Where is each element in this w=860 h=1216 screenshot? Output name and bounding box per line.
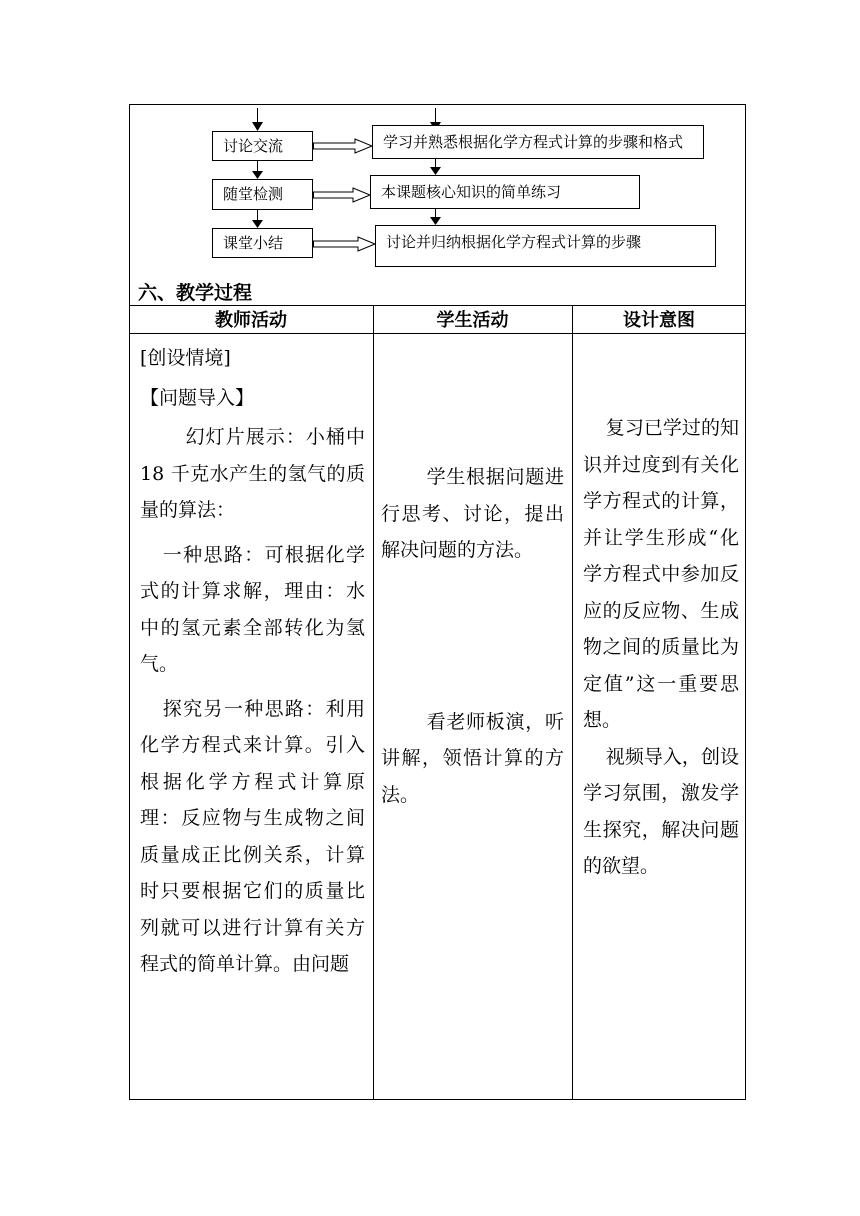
flow-box-practice: 本课题核心知识的简单练习 [370,175,640,209]
column-divider [373,305,374,1100]
flow-box-discussion: 讨论交流 [212,131,313,161]
table-rule [129,333,746,334]
block-arrow-icon [313,236,376,252]
arrow-head-icon [430,167,441,176]
teacher-paragraph: 一种思路：可根据化学式的计算求解，理由：水中的氢元素全部转化为氢气。 [140,543,365,675]
section-title: 六、教学过程 [138,282,253,304]
block-arrow-icon [313,187,371,203]
student-paragraph: 学生根据问题进行思考、讨论，提出解决问题的方法。 [381,466,564,561]
design-paragraph: 视频导入，创设学习氛围，激发学生探究，解决问题的欲望。 [583,745,739,877]
header-design-intent: 设计意图 [623,310,695,331]
header-student-activity: 学生活动 [436,310,509,331]
arrow-head-icon [252,220,263,229]
header-teacher-activity: 教师活动 [215,310,287,331]
arrow-head-icon [252,171,263,180]
teacher-paragraph: 探究另一种思路：利用化学方程式来计算。引入根据化学方程式计算原理：反应物与生成物之间质量成正比例关系，计算时只要根据它们的质量比列就可以进行计算有关方程式的简单计算。由问题 [140,697,365,975]
flow-box-learn-steps: 学习并熟悉根据化学方程式计算的步骤和格式 [372,125,704,159]
design-paragraph: 复习已学过的知识并过度到有关化学方程式的计算，并让学生形成“化学方程式中参加反应的反应物、生成物之间的质量比为定值”这一重要思想。 [583,417,739,731]
column-divider [572,305,573,1100]
student-paragraph: 看老师板演，听讲解，领悟计算的方法。 [381,710,564,806]
flow-box-summary: 课堂小结 [212,228,313,258]
teacher-heading: [创设情境] [140,347,231,369]
student-activity-cell [381,459,564,813]
design-intent-cell [583,410,739,885]
flow-box-quiz: 随堂检测 [212,179,313,210]
teacher-subheading: 【问题导入】 [140,386,255,409]
teacher-paragraph: 幻灯片展示：小桶中 18 千克水产生的氢气的质量的算法： [140,426,365,521]
flow-box-summarize-steps: 讨论并归纳根据化学方程式计算的步骤 [375,225,716,267]
block-arrow-icon [313,138,373,154]
arrow-head-icon [430,217,441,226]
teacher-activity-cell [140,340,365,983]
